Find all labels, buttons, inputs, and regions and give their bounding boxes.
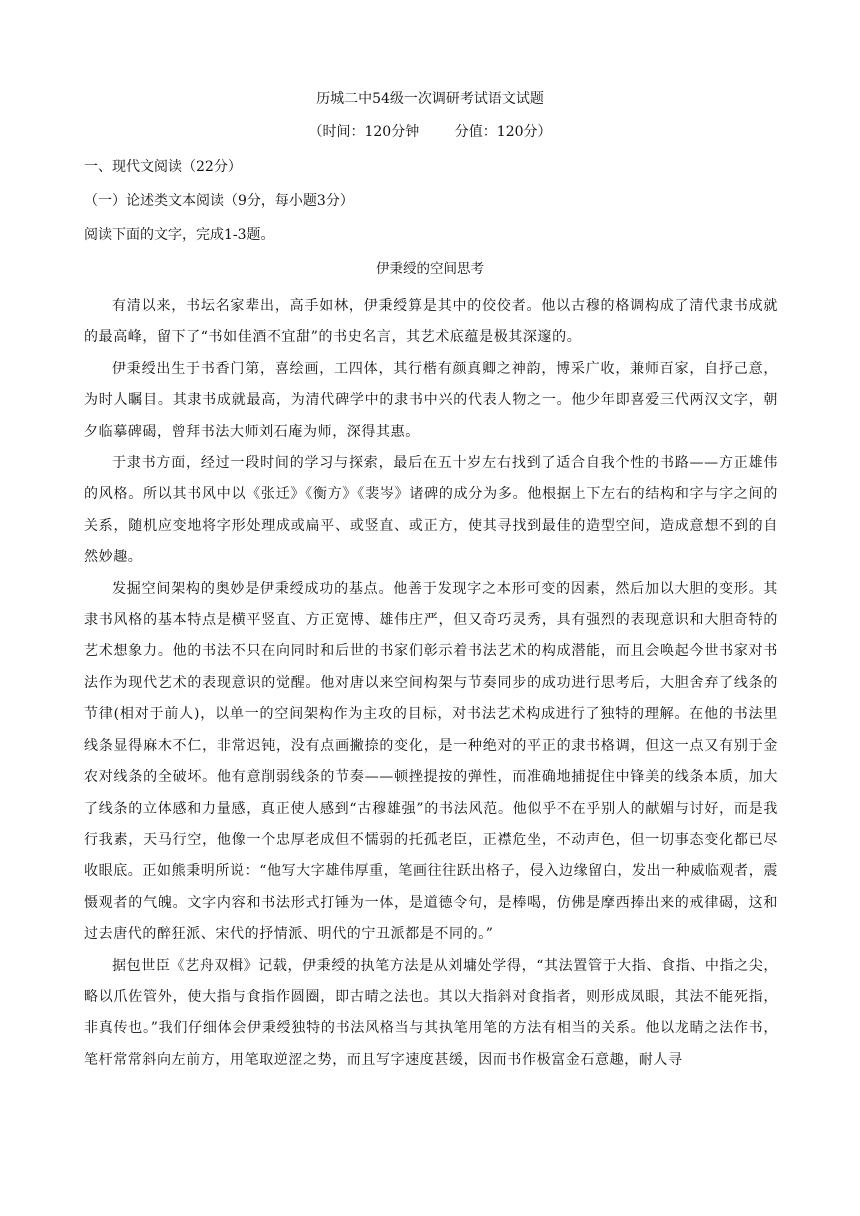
paragraph: 据包世臣《艺舟双楫》记载，伊秉绶的执笔方法是从刘墉处学得，“其法置管于大指、食指、中指之尖，略以爪佐管外，使大指与食指作圆圈，即古晴之法也。其以大指斜对食指者，则形成凤眼，其法不能死指，非真传也。”我们仔细体会伊秉绶独特的书法风格当与其执笔用笔的方法有相当的关系。他以龙睛之法作书，笔杆常常斜向左前方，用笔取逆涩之势，而且写字速度甚缓，因而书作极富金石意趣，耐人寻: [84, 957, 778, 1068]
exam-title: 历城二中54级一次调研考试语文试题: [316, 91, 544, 107]
paragraph: 伊秉绶出生于书香门第，喜绘画，工四体，其行楷有颜真卿之神韵，博采广收，兼师百家，自抒己意，为时人瞩目。其隶书成就最高，为清代碑学中的隶书中兴的代表人物之一。他少年即喜爱三代两汉文字，朝夕临摹碑碣，曾拜书法大师刘石庵为师，深得其惠。: [84, 360, 778, 440]
paragraph: 发掘空间架构的奥妙是伊秉绶成功的基点。他善于发现字之本形可变的因素，然后加以大胆的变形。其隶书风格的基本特点是横平竖直、方正宽博、雄伟庄严，但又奇巧灵秀，具有强烈的表现意识和大胆奇特的艺术想象力。他的书法不只在向同时和后世的书家们彰示着书法艺术的构成潜能，而且会唤起今世书家对书法作为现代艺术的表现意识的觉醒。他对唐以来空间构架与节奏同步的成功进行思考后，大胆舍弃了线条的节律(相对于前人)，以单一的空间架构作为主攻的目标，对书法艺术构成进行了独特的理解。在他的书法里线条显得麻木不仁，非常迟钝，没有点画撇捺的变化，是一种绝对的平正的隶书格调，但这一点又有别于金农对线条的全破坏。他有意削弱线条的节奏——顿挫提按的弹性，而准确地捕捉住中锋美的线条本质，加大了线条的立体感和力量感，真正使人感到“古穆雄强”的书法风范。他似乎不在乎别人的献媚与讨好，而是我行我素，天马行空，他像一个忠厚老成但不懦弱的托孤老臣，正襟危坐，不动声色，但一切事态变化都已尽收眼底。正如熊秉明所说：“他写大字雄伟厚重，笔画往往跃出格子，侵入边缘留白，发出一种威临观者，震慑观者的气魄。文字内容和书法形式打锤为一体，是道德令句，是棒喝，仿佛是摩西捧出来的戒律碣，这和过去唐代的醉狂派、宋代的抒情派、明代的宁丑派都是不同的。”: [84, 580, 778, 943]
paragraph: 有清以来，书坛名家辈出，高手如林，伊秉绶算是其中的佼佼者。他以古穆的格调构成了清代隶书成就的最高峰，留下了“书如佳酒不宜甜”的书史名言，其艺术底蕴是极其深邃的。: [84, 298, 778, 346]
subsection-heading: （一）论述类文本阅读（9分，每小题3分）: [84, 193, 354, 209]
reading-instruction: 阅读下面的文字，完成1-3题。: [84, 227, 275, 243]
article-title: 伊秉绶的空间思考: [376, 261, 484, 277]
paragraph: 于隶书方面，经过一段时间的学习与探索，最后在五十岁左右找到了适合自我个性的书路——方正雄伟的风格。所以其书风中以《张迁》《衡方》《裴岑》诸碑的成分为多。他根据上下左右的结构和字与字之间的关系，随机应变地将字形处理成或扁平、或竖直、或正方，使其寻找到最佳的造型空间，造成意想不到的自然妙趣。: [84, 455, 778, 566]
exam-time-score: （时间：120分钟 分值：120分）: [308, 124, 552, 140]
article-body: [84, 291, 778, 1076]
section-heading: 一、现代文阅读（22分）: [84, 159, 242, 175]
